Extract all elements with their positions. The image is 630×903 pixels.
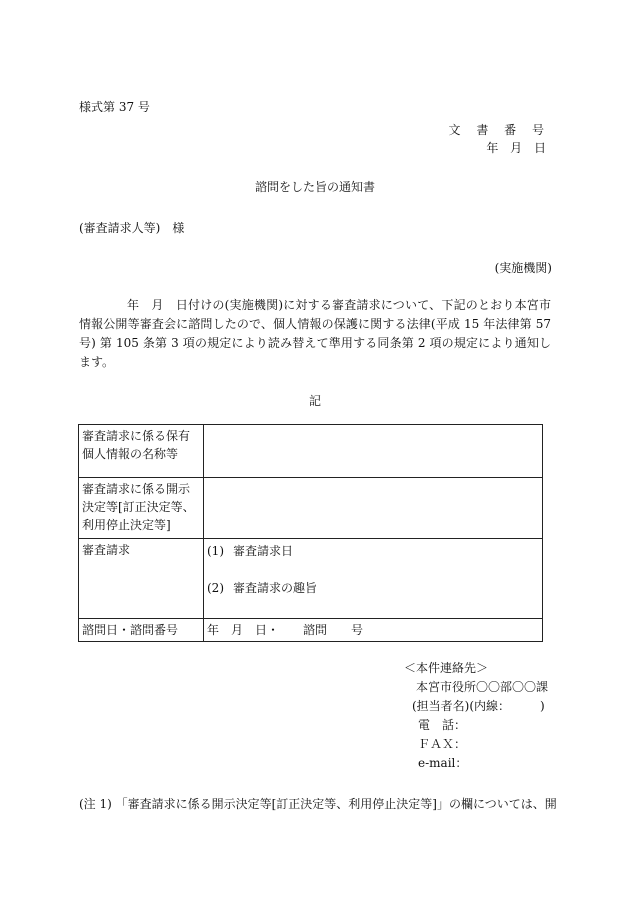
sender-agency: (実施機関): [494, 261, 552, 275]
row-value-review-request: [204, 539, 543, 619]
document-number-label: 文 書 番 号: [448, 123, 550, 137]
form-number: 様式第 37 号: [79, 100, 150, 114]
addressee: (審査請求人等) 様: [79, 221, 185, 235]
body-paragraph: 年 月 日付けの(実施機関)に対する審査請求について、下記のとおり本宮市情報公開等審査会に諮問したので、個人情報の保護に関する法律(平成 15 年法律第 57 号) 第 105 条第 3 項の規定により読み替えて準用する同条第 2 項の規定により通知します。: [79, 298, 551, 369]
table-row: [79, 539, 543, 619]
table-row: [79, 619, 543, 642]
contact-block: [404, 659, 548, 773]
table-row: [79, 425, 543, 478]
contact-phone: 電 話：: [418, 718, 467, 732]
contact-heading: ＜本件連絡先＞: [404, 661, 489, 675]
review-request-date-item: (1) 審査請求日: [207, 544, 294, 558]
footnote: (注 1) 「審査請求に係る開示決定等[訂正決定等、利用停止決定等]」の欄については、開: [79, 797, 557, 811]
review-request-purpose-item: (2) 審査請求の趣旨: [207, 581, 318, 595]
document-title: 諮問をした旨の通知書: [254, 180, 375, 194]
contact-fax: ＦＡＸ：: [418, 737, 467, 751]
table-row: [79, 478, 543, 539]
details-table: [78, 424, 543, 642]
contact-person: (担当者名)(内線： ): [412, 699, 545, 713]
row-label-review-request: 審査請求: [79, 539, 204, 619]
contact-office: 本宮市役所〇〇部〇〇課: [416, 680, 549, 694]
row-label-inquiry-date-number: 諮問日・諮問番号: [79, 619, 204, 642]
row-value-disclosure-decision: [204, 478, 543, 539]
document-date-label: 年 月 日: [486, 141, 550, 155]
row-label-personal-info-name: 審査請求に係る保有個人情報の名称等: [79, 425, 204, 478]
ki-heading: 記: [308, 394, 321, 408]
row-label-disclosure-decision: 審査請求に係る開示決定等[訂正決定等、利用停止決定等]: [79, 478, 204, 539]
row-value-inquiry-date-number: 年 月 日・ 諮問 号: [204, 619, 543, 642]
contact-email: e-mail：: [418, 756, 468, 770]
row-value-personal-info-name: [204, 425, 543, 478]
